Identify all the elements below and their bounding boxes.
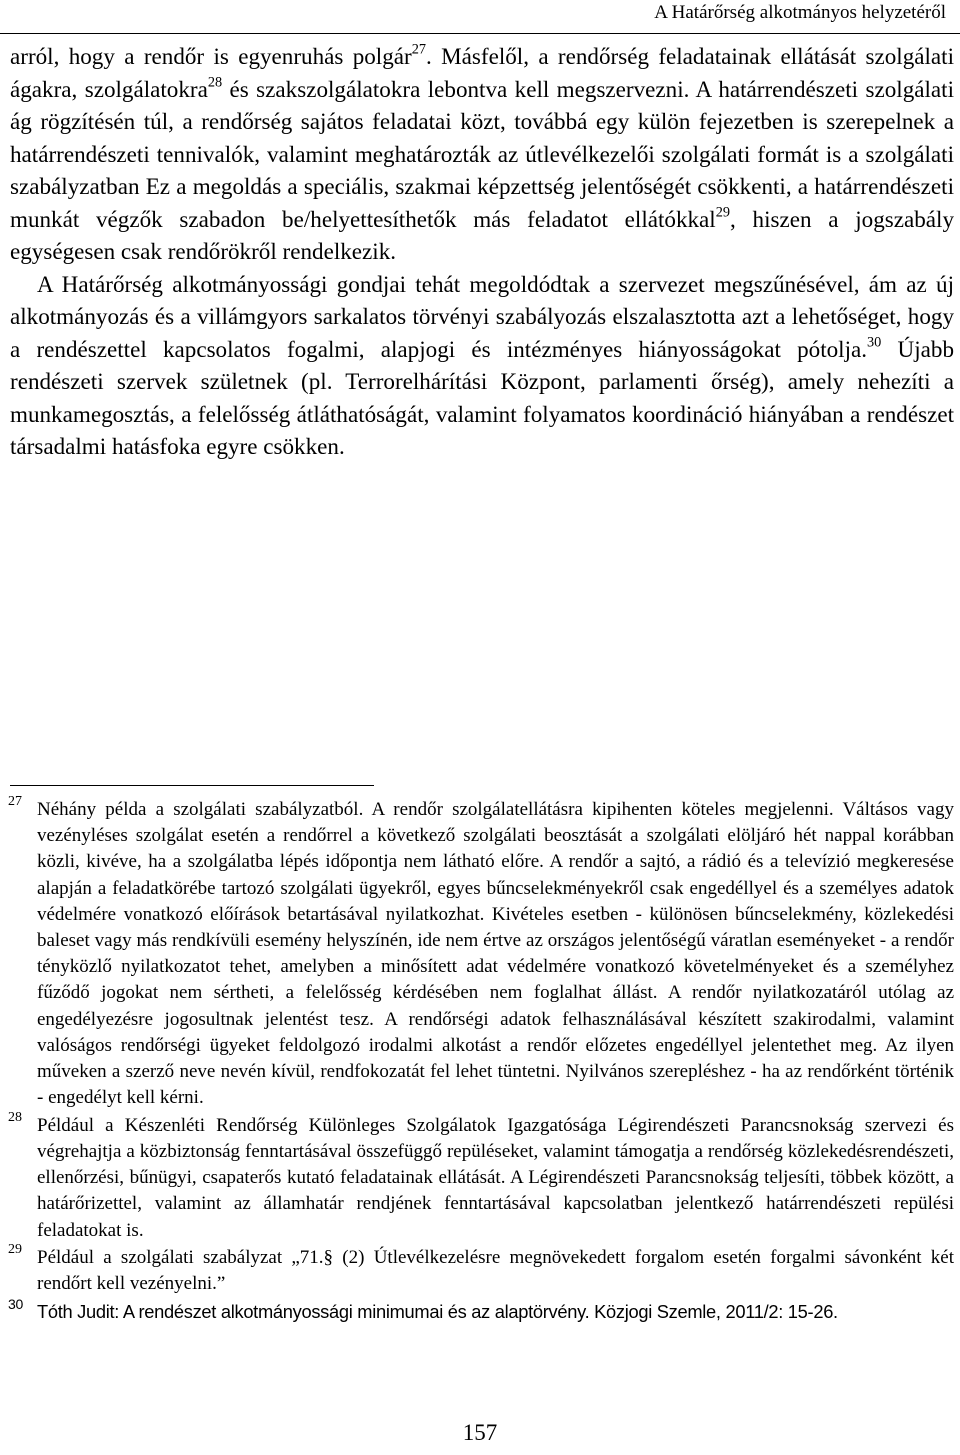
header-rule [0,33,960,34]
footnote-number: 28 [8,1109,22,1125]
page-number: 157 [462,1420,498,1445]
paragraph-2 [10,268,954,463]
footnote-separator [10,785,374,786]
footnote-30 [0,1296,954,1325]
footnote-text: Néhány példa a szolgálati szabályzatból. A rendőr szolgálatellátásra kipihenten köteles megjelenni. Váltásos vagy vezényléses szolgálat esetén a rendőrrel a következő szolgálati beosztását a szolgálati elöljáró hét nappal korábban közli, kivéve, ha a szolgálatba lépés időpontja nem látható előre. A rendőr a sajtó, a rádió és a televízió megkeresése alapján a feladatkörébe tartozó szolgálati ügyekről, egyes bűncselekményekről csak engedéllyel és a személyes adatok védelmére vonatkozó előírások betartásával nyilatkozhat. Kivételes esetben - különösen bűncselekmény, közlekedési baleset vagy más rendkívüli esemény helyszínén, ide nem értve az országos jelentőségű váratlan eseményeket - a rendőr tényközlő nyilatkozatot tehet, amelyben a minősített adat védelmére vonatkozó követelményeket és a személyhez fűződő jogokat nem sértheti, a felelősség kérdésében nem foglalhat állást. A rendőr nyilatkozatáról utólag az engedélyezésre jogosultnak jelentést tesz. A rendőrségi adatok felhasználásával készített szakirodalmi, valamint valóságos rendőrségi ügyeket feldolgozó irodalmi alkotást a rendőr előzetes engedéllyel jelentethet meg. Az ilyen műveken a szerző neve nevén kívül, rendfokozatát fel lehet tüntetni. Nyilvános szerepléshez - ha az rendőrként történik - engedélyt kell kérni. [37,799,954,1109]
paragraph-2-text-a: A Határőrség alkotmányossági gondjai tehát megoldódtak a szervezet megszűnésével, ám az új alkotmányozás és a villámgyors sarkalatos törvényi szabályozás elszalasztotta azt a lehetőséget, hogy a rendészettel kapcsolatos fogalmi, alapjogi és intézményes hiányosságokat pótolja. [10,270,954,362]
footnote-28 [0,1109,954,1244]
running-header: A Határőrség alkotmányos helyzetéről [654,2,946,23]
paragraph-1 [10,40,954,268]
footnote-ref-30[interactable]: 30 [867,333,882,350]
footnote-number: 30 [8,1296,23,1313]
footnote-text: Például a Készenléti Rendőrség Különleges Szolgálatok Igazgatósága Légirendészeti Parancsnokság szervezi és végrehajtja a közbiztonság fenntartásával összefüggő repüléseket, valamint támogatja a rendőrség közlekedésrendészeti, ellenőrzési, bűnügyi, csapaterős kutató feladatainak ellátását. A Légirendészeti Parancsnokság teljesíti, többek között, a határőrizettel, valamint az államhatár rendjének fenntartásával kapcsolatban jelentkező határrendészeti repülési feladatokat is. [37,1114,954,1241]
footnote-number: 29 [8,1242,22,1258]
paragraph-1-text-a: arról, hogy a rendőr is egyenruhás polgár [10,43,412,69]
footnote-ref-27[interactable]: 27 [411,41,427,58]
footnote-27 [0,794,954,1111]
paragraph-1-text-d: , hiszen a jogszabály egységesen csak rendőrökről rendelkezik. [10,205,954,264]
footnote-text: Tóth Judit: A rendészet alkotmányossági minimumai és az alaptörvény. Közjogi Szemle, 2011/2: 15-26. [37,1301,838,1323]
paragraph-1-text-b: . Másfelől, a rendőrség feladatainak ellátását szolgálati ágakra, szolgálatokra [10,43,954,102]
footnotes [0,794,954,1327]
footnote-text: Például a szolgálati szabályzat „71.§ (2) Útlevélkezelésre megnövekedett forgalom esetén forgalmi sávonként két rendőrt kell vezényelni.” [37,1247,954,1295]
paragraph-2-text-b: Újabb rendészeti szervek születnek (pl. Terrorelhárítási Központ, parlamenti őrség), amely nehezíti a munkamegosztás, a felelősség átláthatóságát, valamint folyamatos koordináció hiányában a rendészet társadalmi hatásfoka egyre csökken. [10,335,954,459]
footnote-29 [0,1242,954,1297]
footnote-ref-29[interactable]: 29 [715,203,731,220]
footnote-ref-28[interactable]: 28 [207,73,223,90]
footnote-number: 27 [8,794,22,809]
paragraph-1-text-c: és szakszolgálatokra lebontva kell megszervezni. A határrendészeti szolgálati ág rögzítésén túl, a rendőrség sajátos feladatai közt, továbbá egy külön fejezetben is szerepelnek a határrendészeti tennivalók, valamint meghatározták az útlevélkezelői szolgálati formát is a szolgálati szabályzatban Ez a megoldás a speciális, szakmai képzettség jelentőségét csökkenti, a határrendészeti munkát végzők szabadon be/helyettesíthetők más feladatot ellátókkal [10,75,954,232]
main-text [10,40,954,463]
